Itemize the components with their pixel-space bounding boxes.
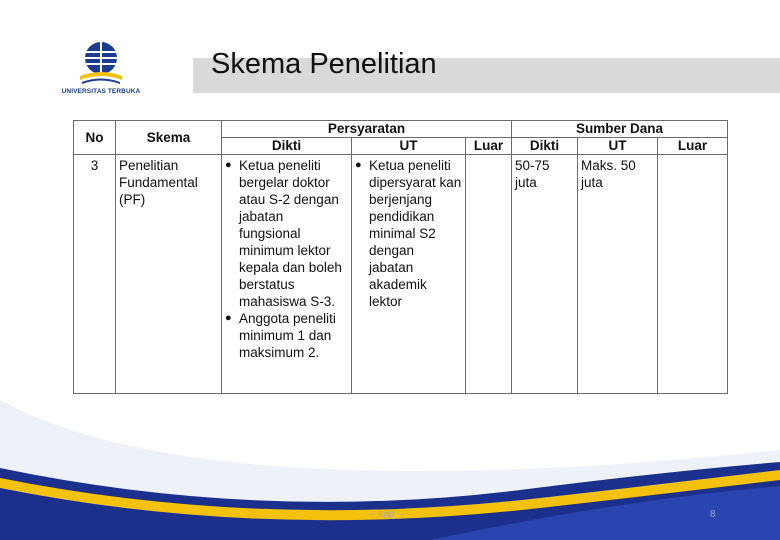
cell-ut [352, 155, 466, 394]
logo-text: UNIVERSITAS TERBUKA [61, 88, 141, 95]
list-item [225, 310, 348, 361]
cell-luar [466, 155, 512, 394]
header-persyaratan: Persyaratan [222, 121, 512, 138]
cell-no: 3 [74, 155, 116, 394]
header-sd-ut: UT [578, 138, 658, 155]
header-no: No [74, 121, 116, 155]
research-scheme-table [73, 120, 728, 394]
header-sumber-dana: Sumber Dana [512, 121, 728, 138]
header-row-top [74, 121, 728, 138]
bullet-icon: ● [225, 159, 232, 171]
slide-title: Skema Penelitian [211, 48, 437, 80]
header-dikti: Dikti [222, 138, 352, 155]
header-luar: Luar [466, 138, 512, 155]
cell-sd-ut: Maks. 50 juta [578, 155, 658, 394]
bullet-icon: ● [225, 312, 232, 324]
university-logo [58, 38, 144, 100]
header-ut: UT [352, 138, 466, 155]
header-skema: Skema [116, 121, 222, 155]
cell-dikti [222, 155, 352, 394]
cell-skema: Penelitian Fundamental (PF) [116, 155, 222, 394]
table-row [74, 155, 728, 394]
dikti-item-2: Anggota peneliti minimum 1 dan maksimum 2. [239, 311, 336, 360]
logo-emblem-icon [58, 38, 144, 88]
header-sd-luar: Luar [658, 138, 728, 155]
list-item [355, 157, 462, 310]
bullet-icon: ● [355, 159, 362, 171]
footer-text: -- kap -- [369, 509, 404, 520]
cell-sd-dikti: 50-75 juta [512, 155, 578, 394]
list-item [225, 157, 348, 310]
page-number: 8 [710, 509, 716, 520]
ut-item-1: Ketua peneliti dipersyarat kan berjenjang pendidikan minimal S2 dengan jabatan akademik lektor [369, 158, 462, 309]
header-sd-dikti: Dikti [512, 138, 578, 155]
dikti-item-1: Ketua peneliti bergelar doktor atau S-2 dengan jabatan fungsional minimum lektor kepala dan boleh berstatus mahasiswa S-3. [239, 158, 342, 309]
cell-sd-luar [658, 155, 728, 394]
